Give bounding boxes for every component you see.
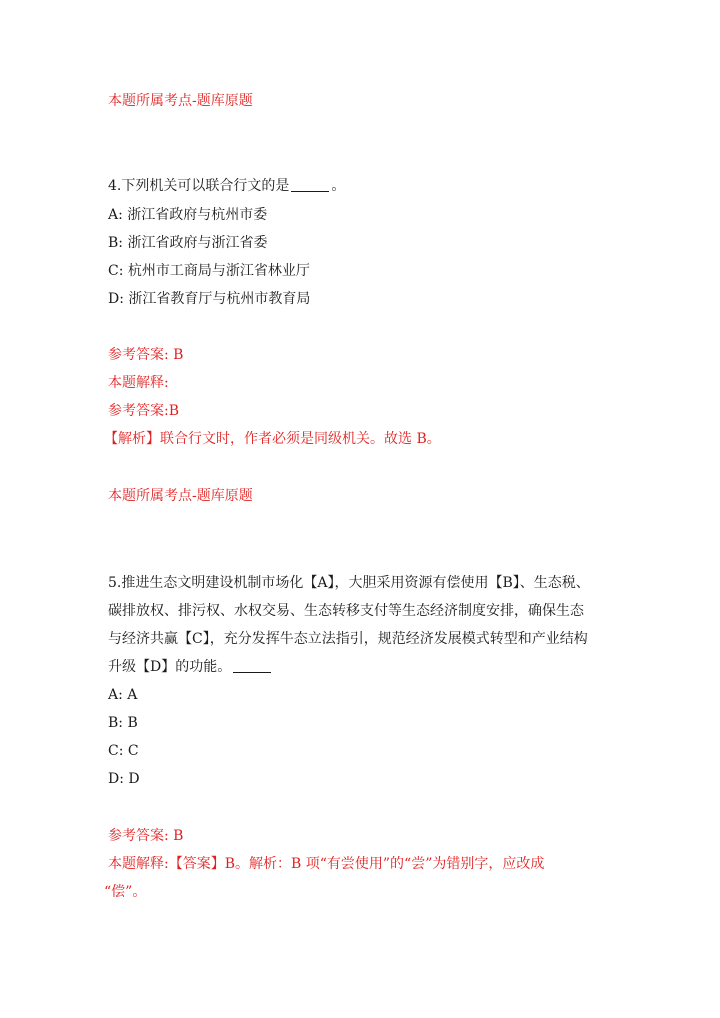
question-5-stem-line-2: 碳排放权、排污权、水权交易、生态转移支付等生态经济制度安排，确保生态 [108, 603, 584, 619]
answer-blank [233, 658, 271, 673]
question-4-option-c: C: 杭州市工商局与浙江省林业厅 [108, 263, 310, 279]
question-5-explanation-line-1: 本题解释:【答案】B。解析：B 项“有尝使用”的“尝”为错别字，应改成 [108, 856, 545, 872]
question-5-explanation-line-2: “偿”。 [104, 884, 147, 900]
question-4-option-b: B: 浙江省政府与浙江省委 [108, 235, 268, 251]
question-4-answer-repeat: 参考答案:B [108, 403, 180, 419]
answer-blank [291, 177, 329, 192]
question-5-option-d: D: D [108, 771, 140, 787]
question-4-analysis: 【解析】联合行文时，作者必须是同级机关。故选 B。 [104, 431, 441, 447]
question-5-option-a: A: A [108, 687, 138, 703]
question-5-stem-line-4-text: 升级【D】的功能。 [108, 659, 232, 675]
question-5-stem-line-4 [108, 657, 273, 677]
question-4-answer: 参考答案: B [108, 347, 184, 363]
question-4-option-a: A: 浙江省政府与杭州市委 [108, 207, 268, 223]
topic-source-1: 本题所属考点-题库原题 [108, 93, 253, 109]
question-5-stem-line-1: 5.推进生态文明建设机制市场化【A】，大胆采用资源有偿使用【B】、生态税、 [108, 575, 590, 591]
question-4-explanation-label: 本题解释: [108, 375, 169, 391]
question-4-stem-end: 。 [331, 178, 346, 194]
question-5-option-c: C: C [108, 743, 139, 759]
question-4-stem-text: 4.下列机关可以联合行文的是 [108, 178, 290, 194]
question-4-stem [108, 176, 345, 196]
question-4-option-d: D: 浙江省教育厅与杭州市教育局 [108, 291, 311, 307]
question-5-option-b: B: B [108, 715, 138, 731]
topic-source-2: 本题所属考点-题库原题 [108, 488, 253, 504]
question-5-stem-line-3: 与经济共赢【C】，充分发挥牛态立法指引，规范经济发展模式转型和产业结构 [108, 631, 588, 647]
question-5-answer: 参考答案: B [108, 828, 184, 844]
